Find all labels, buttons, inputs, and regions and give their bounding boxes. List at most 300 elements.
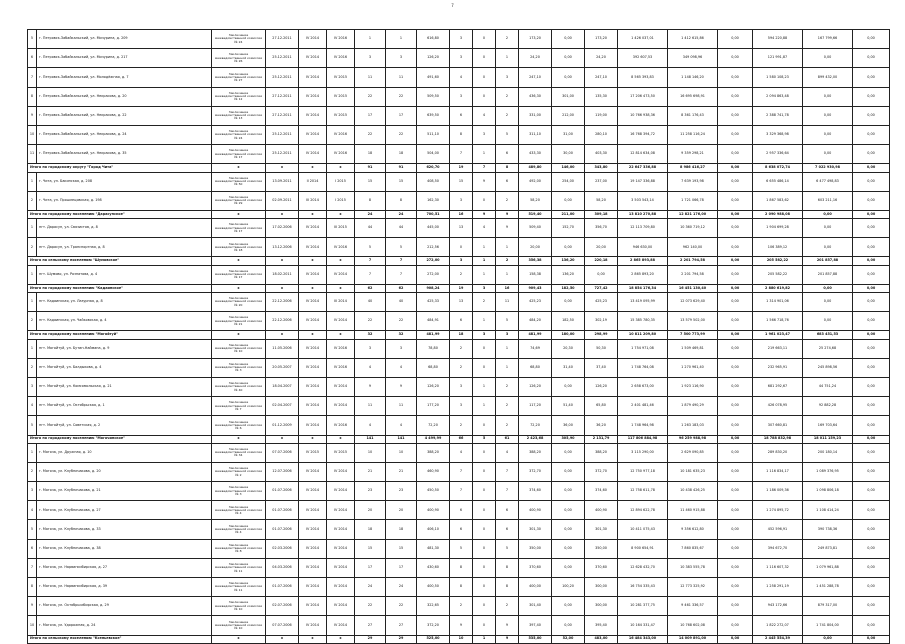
- value-cell-a2: 30,00: [552, 145, 585, 164]
- value-cell-c1: 4: [355, 358, 386, 377]
- table-row: [28, 578, 890, 597]
- value-cell-p2: 0: [473, 416, 496, 435]
- row-number-cell: 11: [28, 145, 37, 164]
- row-number-cell: 5: [28, 30, 37, 49]
- value-cell-s6: 0,00: [853, 501, 890, 520]
- value-cell-date: 18.04.2007: [266, 377, 299, 396]
- value-cell-q2: III 2015: [327, 219, 355, 238]
- value-cell-p1: 5: [450, 539, 473, 558]
- value-cell-p1: 4: [450, 68, 473, 87]
- value-cell-a2: 20,30: [552, 339, 585, 358]
- value-cell-a3: 301,30: [585, 520, 618, 539]
- address-cell: пгт. Кадаинская, ул. Лазурная, д. 8: [37, 293, 212, 312]
- value-cell-s5: 44 751,24: [803, 377, 853, 396]
- value-cell-s3: 0,00: [718, 87, 753, 106]
- value-cell-s5: 1 741 804,00: [803, 616, 853, 635]
- value-cell-date: 01.07.2006: [266, 501, 299, 520]
- value-cell-c2: 8: [386, 191, 417, 210]
- value-cell-s2: 9 461 336,57: [668, 597, 718, 616]
- total-cell-p1: 19: [450, 284, 473, 292]
- value-cell-s3: 0,00: [718, 265, 753, 284]
- total-cell-s5: 0,00: [803, 284, 853, 292]
- total-cell-s4: 8 638 072,74: [753, 164, 803, 172]
- value-cell-area: 509,50: [417, 87, 450, 106]
- value-cell-s3: 0,00: [718, 462, 753, 481]
- value-cell-s3: 0,00: [718, 578, 753, 597]
- value-cell-s1: 12 113 709,80: [618, 219, 668, 238]
- value-cell-s1: 1 748 764,08: [618, 358, 668, 377]
- document-cell: Заключение межведомственной комиссии № 6: [212, 416, 266, 435]
- value-cell-p2: 4: [473, 106, 496, 125]
- value-cell-c1: 15: [355, 172, 386, 191]
- value-cell-s4: 2 388 741,78: [753, 106, 803, 125]
- row-number-cell: 6: [28, 49, 37, 68]
- value-cell-s2: 9 359 298,21: [668, 145, 718, 164]
- table-row: [28, 106, 890, 125]
- value-cell-s6: 0,00: [853, 219, 890, 238]
- total-cell-s6: 0,00: [853, 210, 890, 218]
- value-cell-p1: 8: [450, 558, 473, 577]
- value-cell-a2: 31,40: [552, 358, 585, 377]
- value-cell-c2: 15: [386, 172, 417, 191]
- document-cell: Заключение межведомственной комиссии № 24: [212, 125, 266, 144]
- value-cell-p1: 7: [450, 462, 473, 481]
- total-cell-a1: 519,40: [519, 210, 552, 218]
- total-cell-area: 908,24: [417, 284, 450, 292]
- total-cell-a2: 182,50: [552, 284, 585, 292]
- value-cell-p2: 0: [473, 443, 496, 462]
- value-cell-a1: 425,23: [519, 293, 552, 312]
- value-cell-c1: 23: [355, 482, 386, 501]
- value-cell-s5: 603 211,16: [803, 191, 853, 210]
- value-cell-a1: 117,20: [519, 397, 552, 416]
- value-cell-s2: 962 140,00: [668, 238, 718, 257]
- value-cell-s3: 0,00: [718, 539, 753, 558]
- total-cell-s5: 7 022 930,98: [803, 164, 853, 172]
- value-cell-s3: 0,00: [718, 219, 753, 238]
- value-cell-p1: 13: [450, 293, 473, 312]
- value-cell-a2: 152,70: [552, 219, 585, 238]
- value-cell-s5: 0,00: [803, 87, 853, 106]
- value-cell-s1: 12 750 977,18: [618, 462, 668, 481]
- value-cell-s6: 0,00: [853, 87, 890, 106]
- value-cell-a3: 425,23: [585, 293, 618, 312]
- address-cell: г. Петровск-Забайкальский, ул. Некрасова, д. 20: [37, 87, 212, 106]
- value-cell-p2: 2: [473, 293, 496, 312]
- value-cell-q2: IV 2014: [327, 616, 355, 635]
- value-cell-c1: 3: [355, 339, 386, 358]
- document-cell: Заключение межведомственной комиссии № 40: [212, 377, 266, 396]
- table-row: [28, 265, 890, 284]
- value-cell-a3: 395,40: [585, 616, 618, 635]
- row-number-cell: 8: [28, 87, 37, 106]
- value-cell-s4: 121 991,87: [753, 49, 803, 68]
- value-cell-s4: 205 582,22: [753, 265, 803, 284]
- value-cell-c2: 9: [386, 377, 417, 396]
- value-cell-s1: 2 401 481,46: [618, 397, 668, 416]
- total-cell-a2: 136,20: [552, 257, 585, 265]
- value-cell-p1: 9: [450, 616, 473, 635]
- total-cell-a2: 146,00: [552, 164, 585, 172]
- value-cell-c1: 8: [355, 191, 386, 210]
- total-cell-q2: x: [327, 257, 355, 265]
- total-cell-s4: 18 788 832,98: [753, 435, 803, 443]
- value-cell-c2: 21: [386, 462, 417, 481]
- value-cell-s4: 1 867 583,62: [753, 191, 803, 210]
- value-cell-c2: 22: [386, 597, 417, 616]
- total-doc-cell: x: [212, 284, 266, 292]
- value-cell-s3: 0,00: [718, 49, 753, 68]
- total-row: [28, 164, 890, 172]
- total-cell-s2: 7 500 773,99: [668, 331, 718, 339]
- value-cell-area: 68,80: [417, 358, 450, 377]
- total-cell-s6: 0,00: [853, 635, 890, 643]
- value-cell-q1: IV 2014: [299, 312, 327, 331]
- table-row: [28, 339, 890, 358]
- address-cell: г. Могоча, ул. Нарвинсибирская, д. 27: [37, 558, 212, 577]
- value-cell-c2: 40: [386, 293, 417, 312]
- total-cell-date: x: [266, 331, 299, 339]
- value-cell-p1: 7: [450, 145, 473, 164]
- value-cell-area: 272,00: [417, 265, 450, 284]
- value-cell-a2: 0,00: [552, 501, 585, 520]
- value-cell-s2: 1 148 146,20: [668, 68, 718, 87]
- address-cell: г. Петровск-Забайкальский, ул. Некрасова, д. 35: [37, 145, 212, 164]
- value-cell-a1: 509,40: [519, 219, 552, 238]
- value-cell-q2: IV 2014: [327, 377, 355, 396]
- value-cell-c2: 17: [386, 558, 417, 577]
- value-cell-s5: 92 882,28: [803, 397, 853, 416]
- row-number-cell: 3: [28, 482, 37, 501]
- value-cell-p3: 7: [496, 482, 519, 501]
- address-cell: г. Петровск-Забайкальский, ул. Мичурина, д. 217: [37, 49, 212, 68]
- value-cell-date: 18.02.2011: [266, 265, 299, 284]
- total-cell-a3: 483,00: [585, 635, 618, 643]
- value-cell-c2: 1: [386, 30, 417, 49]
- value-cell-date: 22.12.2006: [266, 312, 299, 331]
- value-cell-s5: 1 108 414,24: [803, 501, 853, 520]
- total-doc-cell: x: [212, 210, 266, 218]
- value-cell-s2: 349 098,96: [668, 49, 718, 68]
- value-cell-q2: IV 2016: [327, 49, 355, 68]
- value-cell-p3: 6: [496, 145, 519, 164]
- address-cell: пгт. Могойтуй, ул. Балдыкова, д. 4: [37, 358, 212, 377]
- total-cell-s1: 22 647 336,88: [618, 164, 668, 172]
- value-cell-s3: 0,00: [718, 358, 753, 377]
- value-cell-s2: 1 509 469,81: [668, 339, 718, 358]
- value-cell-p2: 0: [473, 462, 496, 481]
- total-cell-date: x: [266, 635, 299, 643]
- value-cell-a1: 58,20: [519, 191, 552, 210]
- row-number-cell: 8: [28, 578, 37, 597]
- value-cell-a1: 397,40: [519, 616, 552, 635]
- total-cell-area: 481,99: [417, 331, 450, 339]
- value-cell-s3: 0,00: [718, 558, 753, 577]
- value-cell-p3: 7: [496, 462, 519, 481]
- value-cell-p3: 2: [496, 397, 519, 416]
- value-cell-p2: 0: [473, 578, 496, 597]
- document-cell: Заключение межведомственной комиссии № 10: [212, 339, 266, 358]
- value-cell-s3: 0,00: [718, 191, 753, 210]
- value-cell-c2: 20: [386, 501, 417, 520]
- value-cell-s3: 0,00: [718, 172, 753, 191]
- address-cell: г. Могоча, ул. Клубничакова, д. 20: [37, 462, 212, 481]
- row-number-cell: 9: [28, 106, 37, 125]
- value-cell-s1: 10 766 938,36: [618, 106, 668, 125]
- row-number-cell: 2: [28, 358, 37, 377]
- value-cell-a1: 388,20: [519, 443, 552, 462]
- value-cell-a1: 311,10: [519, 125, 552, 144]
- total-cell-q2: x: [327, 210, 355, 218]
- value-cell-s1: 19 147 336,88: [618, 172, 668, 191]
- value-cell-a3: 24,20: [585, 49, 618, 68]
- total-cell-s6: 0,00: [853, 435, 890, 443]
- value-cell-c1: 17: [355, 558, 386, 577]
- total-cell-date: x: [266, 257, 299, 265]
- value-cell-s2: 1 270 961,40: [668, 358, 718, 377]
- value-cell-s5: 1 451 288,78: [803, 578, 853, 597]
- value-cell-q2: I 2015: [327, 191, 355, 210]
- value-cell-a1: 126,20: [519, 377, 552, 396]
- total-cell-q1: x: [299, 164, 327, 172]
- total-cell-a3: 2 131,79: [585, 435, 618, 443]
- value-cell-s1: 1 748 964,98: [618, 416, 668, 435]
- value-cell-p3: 1: [496, 265, 519, 284]
- value-cell-area: 126,20: [417, 49, 450, 68]
- value-cell-s3: 0,00: [718, 501, 753, 520]
- value-cell-q2: IV 2015: [327, 68, 355, 87]
- value-cell-c1: 44: [355, 219, 386, 238]
- table-row: [28, 377, 890, 396]
- value-cell-date: 13.09.2011: [266, 172, 299, 191]
- value-cell-s5: 245 898,56: [803, 358, 853, 377]
- value-cell-s5: 1 098 806,18: [803, 482, 853, 501]
- total-doc-cell: x: [212, 331, 266, 339]
- document-cell: Заключение межведомственной комиссии № 3: [212, 482, 266, 501]
- value-cell-s4: 1 274 895,72: [753, 501, 803, 520]
- value-cell-s2: 7 639 193,98: [668, 172, 718, 191]
- document-cell: Заключение межведомственной комиссии № 29: [212, 191, 266, 210]
- value-cell-s1: 12 628 432,70: [618, 558, 668, 577]
- value-cell-q1: IV 2014: [299, 68, 327, 87]
- table-row: [28, 616, 890, 635]
- value-cell-a3: 300,00: [585, 597, 618, 616]
- value-cell-a3: 302,19: [585, 312, 618, 331]
- total-cell-s6: 0,00: [853, 164, 890, 172]
- value-cell-a2: 212,00: [552, 106, 585, 125]
- value-cell-a2: 0,00: [552, 539, 585, 558]
- row-number-cell: 10: [28, 125, 37, 144]
- total-cell-p2: 3: [473, 284, 496, 292]
- value-cell-date: 02.03.2006: [266, 539, 299, 558]
- document-cell: Заключение межведомственной комиссии № 17: [212, 265, 266, 284]
- value-cell-s4: 219 663,11: [753, 339, 803, 358]
- total-cell-s3: 0,00: [718, 257, 753, 265]
- value-cell-p1: 2: [450, 265, 473, 284]
- total-cell-s5: 0,00: [803, 210, 853, 218]
- value-cell-s4: 1 116 834,17: [753, 462, 803, 481]
- table-row: [28, 312, 890, 331]
- total-cell-p1: 19: [450, 164, 473, 172]
- table-row: [28, 68, 890, 87]
- total-cell-p3: 3: [496, 331, 519, 339]
- total-cell-c1: 7: [355, 257, 386, 265]
- value-cell-date: 01.12.2009: [266, 416, 299, 435]
- total-cell-s4: 2 445 554,39: [753, 635, 803, 643]
- value-cell-s2: 10 438 426,25: [668, 482, 718, 501]
- value-cell-s4: 426 078,95: [753, 397, 803, 416]
- total-cell-s3: 0,00: [718, 635, 753, 643]
- total-cell-c2: 62: [386, 284, 417, 292]
- table-row: [28, 172, 890, 191]
- value-cell-s4: 2 957 336,64: [753, 145, 803, 164]
- value-cell-a3: 400,90: [585, 501, 618, 520]
- value-cell-area: 484,91: [417, 312, 450, 331]
- value-cell-date: 11.05.2006: [266, 339, 299, 358]
- value-cell-s3: 0,00: [718, 443, 753, 462]
- value-cell-s3: 0,00: [718, 68, 753, 87]
- value-cell-p2: 3: [473, 125, 496, 144]
- total-doc-cell: x: [212, 635, 266, 643]
- total-label-cell: Итого по городскому поселению "Могочинское": [28, 435, 212, 443]
- value-cell-a2: 36,00: [552, 416, 585, 435]
- value-cell-s2: 10 383 555,78: [668, 558, 718, 577]
- total-cell-a3: 343,80: [585, 164, 618, 172]
- value-cell-a2: 0,00: [552, 238, 585, 257]
- document-cell: Заключение межведомственной комиссии № 7: [212, 397, 266, 416]
- value-cell-p3: 6: [496, 172, 519, 191]
- value-cell-p3: 1: [496, 49, 519, 68]
- value-cell-date: 25.12.2011: [266, 68, 299, 87]
- value-cell-q1: IV 2014: [299, 377, 327, 396]
- value-cell-s2: 11 460 915,88: [668, 501, 718, 520]
- value-cell-s5: 201 857,88: [803, 265, 853, 284]
- value-cell-a3: 356,70: [585, 219, 618, 238]
- total-cell-c1: 62: [355, 284, 386, 292]
- value-cell-s2: 1 721 066,78: [668, 191, 718, 210]
- value-cell-c1: 22: [355, 597, 386, 616]
- total-cell-s5: 683 451,53: [803, 331, 853, 339]
- total-label-cell: Итого по сельскому поселению "Ксеньевское": [28, 635, 212, 643]
- total-cell-p2: 9: [473, 210, 496, 218]
- value-cell-a3: 237,00: [585, 172, 618, 191]
- value-cell-a3: 372,70: [585, 462, 618, 481]
- address-cell: г. Петровск-Забайкальский, ул. Молодёжная, д. 7: [37, 68, 212, 87]
- value-cell-s6: 0,00: [853, 339, 890, 358]
- value-cell-q1: IV 2014: [299, 219, 327, 238]
- total-cell-s3: 0,00: [718, 331, 753, 339]
- total-row: [28, 331, 890, 339]
- value-cell-s5: 200 180,14: [803, 443, 853, 462]
- value-cell-q2: IV 2016: [327, 358, 355, 377]
- table-row: [28, 443, 890, 462]
- document-cell: Заключение межведомственной комиссии № 17: [212, 145, 266, 164]
- value-cell-s4: 232 965,91: [753, 358, 803, 377]
- table-row: [28, 49, 890, 68]
- value-cell-s6: 0,00: [853, 539, 890, 558]
- address-cell: пгт. Дарасун, ул. Транспортная, д. 8: [37, 238, 212, 257]
- value-cell-area: 616,80: [417, 30, 450, 49]
- row-number-cell: 10: [28, 616, 37, 635]
- total-cell-p3: 9: [496, 210, 519, 218]
- value-cell-a1: 20,00: [519, 238, 552, 257]
- value-cell-a1: 247,10: [519, 68, 552, 87]
- value-cell-q1: IV 2014: [299, 125, 327, 144]
- value-cell-q2: I 2015: [327, 172, 355, 191]
- value-cell-a2: 0,00: [552, 293, 585, 312]
- value-cell-a1: 400,90: [519, 501, 552, 520]
- value-cell-q2: IV 2016: [327, 30, 355, 49]
- value-cell-c2: 18: [386, 145, 417, 164]
- value-cell-a3: 173,20: [585, 30, 618, 49]
- document-cell: Заключение межведомственной комиссии № 21: [212, 312, 266, 331]
- value-cell-p1: 3: [450, 191, 473, 210]
- value-cell-date: 25.12.2011: [266, 125, 299, 144]
- value-cell-p1: 3: [450, 377, 473, 396]
- value-cell-area: 491,60: [417, 68, 450, 87]
- value-cell-q2: IV 2014: [327, 558, 355, 577]
- value-cell-s1: 8 565 393,83: [618, 68, 668, 87]
- row-number-cell: 4: [28, 397, 37, 416]
- total-cell-s1: 2 865 893,88: [618, 257, 668, 265]
- value-cell-s5: 899 432,00: [803, 68, 853, 87]
- table-row: [28, 520, 890, 539]
- total-cell-p2: 5: [473, 435, 496, 443]
- value-cell-s1: 1 754 971,08: [618, 339, 668, 358]
- value-cell-c2: 4: [386, 416, 417, 435]
- value-cell-q2: IV 2014: [327, 520, 355, 539]
- value-cell-a2: 0,00: [552, 68, 585, 87]
- value-cell-s6: 0,00: [853, 125, 890, 144]
- total-label-cell: Итого по городскому поселению "Кадаинское": [28, 284, 212, 292]
- value-cell-p3: 6: [496, 501, 519, 520]
- total-cell-date: x: [266, 284, 299, 292]
- document-cell: Заключение межведомственной комиссии № 17: [212, 219, 266, 238]
- value-cell-p3: 1: [496, 358, 519, 377]
- total-cell-q1: x: [299, 284, 327, 292]
- value-cell-date: 20.05.2007: [266, 358, 299, 377]
- value-cell-date: 01.07.2006: [266, 482, 299, 501]
- value-cell-s2: 13 579 502,00: [668, 312, 718, 331]
- value-cell-s5: 0,00: [803, 106, 853, 125]
- value-cell-date: 25.12.2011: [266, 49, 299, 68]
- total-cell-s4: 205 582,22: [753, 257, 803, 265]
- value-cell-a2: 0,00: [552, 616, 585, 635]
- value-cell-area: 72,20: [417, 416, 450, 435]
- total-cell-p3: 61: [496, 435, 519, 443]
- total-cell-p1: 66: [450, 435, 473, 443]
- value-cell-s3: 0,00: [718, 416, 753, 435]
- value-cell-a2: 0,00: [552, 377, 585, 396]
- value-cell-a2: 0,00: [552, 30, 585, 49]
- value-cell-s6: 0,00: [853, 482, 890, 501]
- table-row: [28, 125, 890, 144]
- value-cell-s6: 0,00: [853, 238, 890, 257]
- total-cell-p3: 16: [496, 284, 519, 292]
- value-cell-p2: 0: [473, 87, 496, 106]
- value-cell-s1: 12 894 622,78: [618, 501, 668, 520]
- value-cell-a1: 72,20: [519, 416, 552, 435]
- total-row: [28, 210, 890, 218]
- total-cell-a1: 909,43: [519, 284, 552, 292]
- value-cell-s4: 3 329 368,98: [753, 125, 803, 144]
- document-cell: Заключение межведомственной комиссии № 8: [212, 539, 266, 558]
- value-cell-s2: 16 695 698,91: [668, 87, 718, 106]
- value-cell-p2: 0: [473, 339, 496, 358]
- value-cell-s4: 1 258 291,19: [753, 578, 803, 597]
- total-cell-s3: 0,00: [718, 435, 753, 443]
- value-cell-c1: 9: [355, 377, 386, 396]
